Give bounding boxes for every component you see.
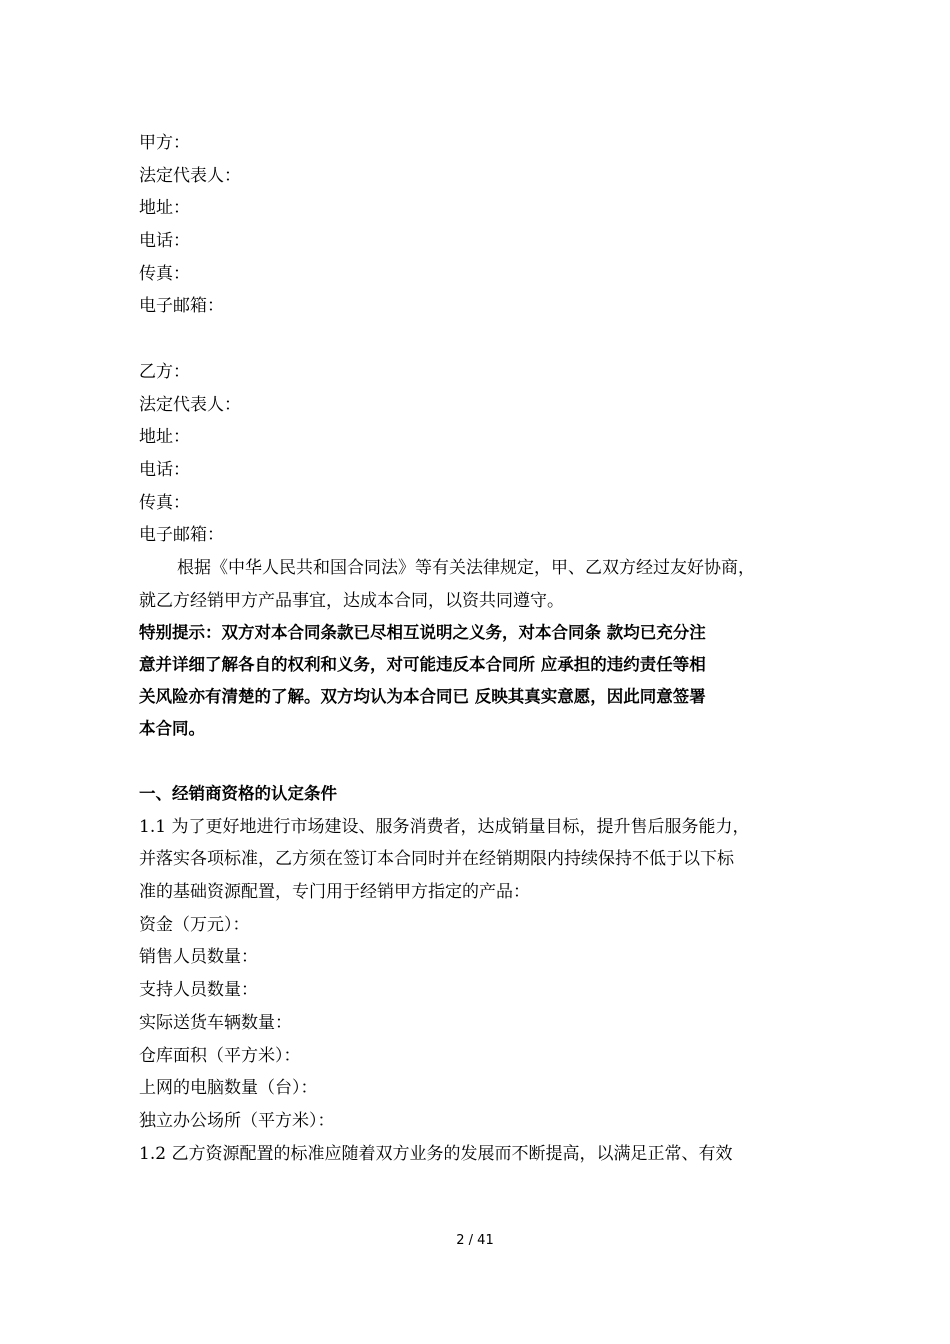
party-b-email: 电子邮箱： [139,525,224,546]
party-a-email: 电子邮箱： [139,296,224,317]
special-notice-line-4: 本合同。 [139,719,205,739]
resource-item-warehouse-area: 仓库面积（平方米）： [139,1045,301,1066]
party-a-name: 甲方： [139,133,190,153]
party-b-address: 地址： [139,427,190,448]
party-b-name: 乙方： [139,361,190,382]
clause-1-1-line-1: 1.1 为了更好地进行市场建设、服务消费者，达成销量目标，提升售后服务能力， [139,816,750,837]
resource-item-funds: 资金（万元）： [139,914,250,935]
resource-item-computers: 上网的电脑数量（台）： [139,1078,318,1099]
clause-1-1-line-2: 并落实各项标准，乙方须在签订本合同时并在经销期限内持续保持不低于以下标 [139,849,734,870]
page-number: 2 / 41 [456,1233,494,1248]
party-a-representative: 法定代表人： [139,165,241,186]
resource-item-delivery-vehicles: 实际送货车辆数量： [139,1012,292,1033]
party-a-phone: 电话： [139,231,190,252]
party-b-fax: 传真： [139,492,190,513]
resource-item-sales-staff: 销售人员数量： [139,947,258,968]
special-notice-line-2: 意并详细了解各自的权利和义务，对可能违反本合同所 应承担的违约责任等相 [139,655,706,675]
preamble-line-1: 根据《中华人民共和国合同法》等有关法律规定，甲、乙双方经过友好协商， [177,557,755,578]
clause-1-1-line-3: 准的基础资源配置，专门用于经销甲方指定的产品： [139,882,530,903]
section-1-title: 一、经销商资格的认定条件 [139,784,337,803]
party-a-address: 地址： [139,198,190,219]
clause-1-2-line-1: 1.2 乙方资源配置的标准应随着双方业务的发展而不断提高，以满足正常、有效 [139,1143,733,1164]
party-b-phone: 电话： [139,459,190,480]
resource-item-office-space: 独立办公场所（平方米）： [139,1110,335,1131]
special-notice-line-3: 关风险亦有清楚的了解。双方均认为本合同已 反映其真实意愿，因此同意签署 [139,687,706,707]
document-body [139,127,839,1170]
spacer [139,323,839,356]
preamble-line-2: 就乙方经销甲方产品事宜，达成本合同，以资共同遵守。 [139,590,564,611]
special-notice-line-1: 特别提示：双方对本合同条款已尽相互说明之义务，对本合同条 款均已充分注 [139,623,706,643]
spacer [139,745,839,778]
party-b-representative: 法定代表人： [139,394,241,415]
resource-item-support-staff: 支持人员数量： [139,980,258,1001]
party-a-fax: 传真： [139,263,190,284]
